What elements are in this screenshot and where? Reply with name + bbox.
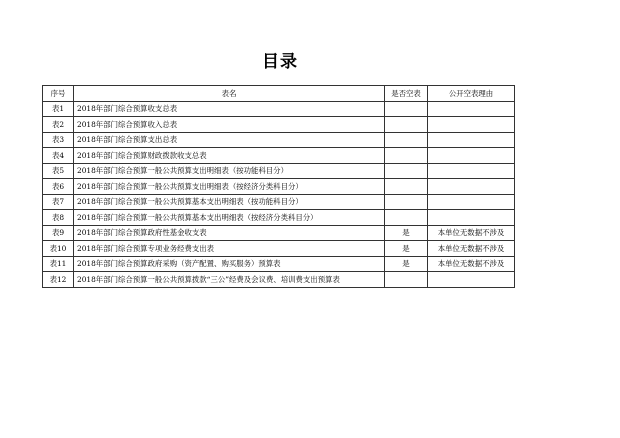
- row-number: 表4: [43, 148, 74, 164]
- table-name: 2018年部门综合预算政府采购（资产配置、购买服务）预算表: [74, 256, 385, 272]
- is-empty: [385, 272, 428, 288]
- table-name: 2018年部门综合预算收入总表: [74, 117, 385, 133]
- row-number: 表1: [43, 101, 74, 117]
- table-name: 2018年部门综合预算支出总表: [74, 132, 385, 148]
- is-empty: 是: [385, 241, 428, 257]
- empty-reason: 本单位无数据不涉及: [428, 256, 515, 272]
- table-row: [43, 148, 515, 164]
- is-empty: 是: [385, 225, 428, 241]
- row-number: 表5: [43, 163, 74, 179]
- table-name: 2018年部门综合预算收支总表: [74, 101, 385, 117]
- page-title: 目录: [262, 52, 298, 72]
- table-row: [43, 101, 515, 117]
- header-no: 序号: [43, 86, 74, 102]
- table-name: 2018年部门综合预算一般公共预算支出明细表（按经济分类科目分）: [74, 179, 385, 195]
- table-name: 2018年部门综合预算政府性基金收支表: [74, 225, 385, 241]
- is-empty: [385, 101, 428, 117]
- empty-reason: [428, 148, 515, 164]
- is-empty: [385, 210, 428, 226]
- empty-reason: [428, 163, 515, 179]
- is-empty: 是: [385, 256, 428, 272]
- row-number: 表3: [43, 132, 74, 148]
- table-row: [43, 272, 515, 288]
- table-name: 2018年部门综合预算一般公共预算基本支出明细表（按经济分类科目分）: [74, 210, 385, 226]
- table-row: [43, 225, 515, 241]
- is-empty: [385, 148, 428, 164]
- empty-reason: 本单位无数据不涉及: [428, 241, 515, 257]
- table-row: [43, 210, 515, 226]
- empty-reason: [428, 272, 515, 288]
- is-empty: [385, 194, 428, 210]
- table-row: [43, 179, 515, 195]
- table-name: 2018年部门综合预算专项业务经费支出表: [74, 241, 385, 257]
- row-number: 表8: [43, 210, 74, 226]
- table-row: [43, 194, 515, 210]
- empty-reason: [428, 179, 515, 195]
- header-reason: 公开空表理由: [428, 86, 515, 102]
- empty-reason: [428, 210, 515, 226]
- header-name: 表名: [74, 86, 385, 102]
- table-name: 2018年部门综合预算一般公共预算支出明细表（按功能科目分）: [74, 163, 385, 179]
- row-number: 表9: [43, 225, 74, 241]
- empty-reason: [428, 101, 515, 117]
- table-name: 2018年部门综合预算财政拨款收支总表: [74, 148, 385, 164]
- empty-reason: [428, 117, 515, 133]
- table-row: [43, 132, 515, 148]
- table-row: [43, 163, 515, 179]
- row-number: 表11: [43, 256, 74, 272]
- row-number: 表12: [43, 272, 74, 288]
- is-empty: [385, 179, 428, 195]
- empty-reason: 本单位无数据不涉及: [428, 225, 515, 241]
- table-name: 2018年部门综合预算一般公共预算拨款“三公”经费及会议费、培训费支出预算表: [74, 272, 385, 288]
- is-empty: [385, 132, 428, 148]
- toc-table: [42, 85, 515, 288]
- row-number: 表6: [43, 179, 74, 195]
- table-row: [43, 117, 515, 133]
- row-number: 表2: [43, 117, 74, 133]
- row-number: 表10: [43, 241, 74, 257]
- is-empty: [385, 117, 428, 133]
- empty-reason: [428, 132, 515, 148]
- is-empty: [385, 163, 428, 179]
- empty-reason: [428, 194, 515, 210]
- table-name: 2018年部门综合预算一般公共预算基本支出明细表（按功能科目分）: [74, 194, 385, 210]
- table-row: [43, 241, 515, 257]
- table-header-row: [43, 86, 515, 102]
- table-row: [43, 256, 515, 272]
- row-number: 表7: [43, 194, 74, 210]
- header-empty: 是否空表: [385, 86, 428, 102]
